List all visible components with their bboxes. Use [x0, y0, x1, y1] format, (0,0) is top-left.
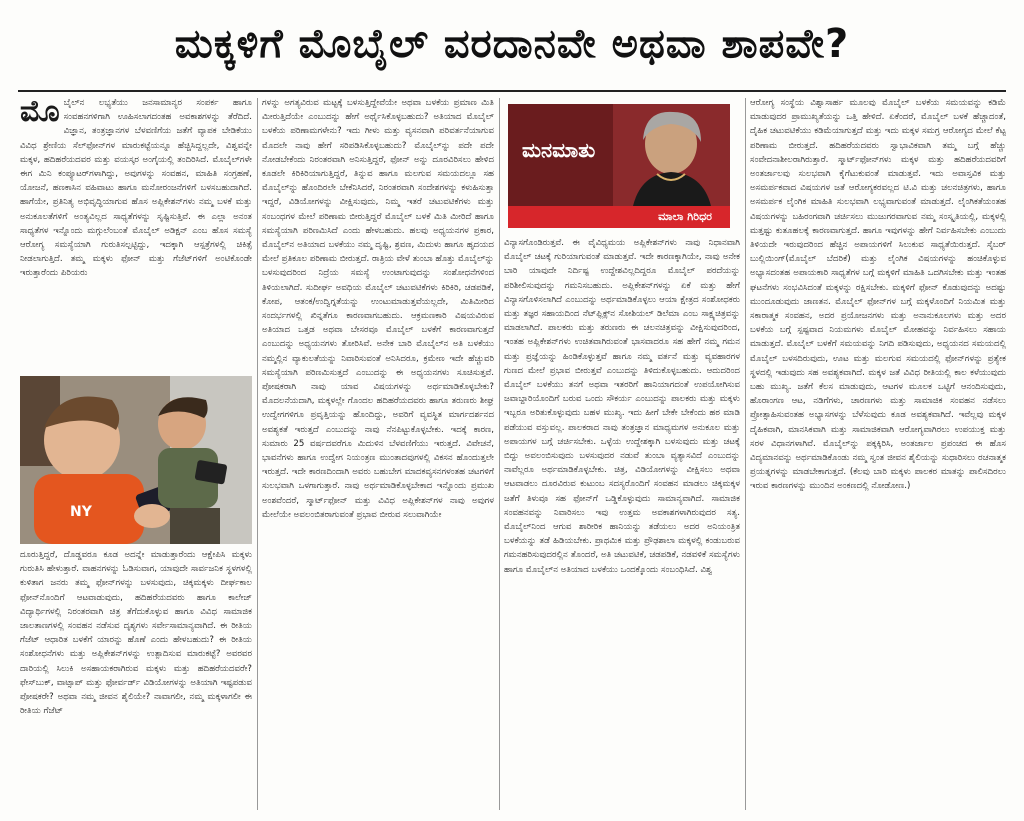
column-2 — [262, 96, 494, 808]
column-banner-label: ಮನಮಾತು — [522, 138, 596, 162]
column-3-text: ವಿನ್ಯಾಸಗೊಂಡಿರುತ್ತವೆ. ಈ ವೈವಿಧ್ಯಮಯ ಅಪ್ಲಿಕೇಶನ್‌ಗಳು ನಾವು ನಿಧಾನವಾಗಿ ಮೊಬೈಲ್ ಚಟಕ್ಕೆ ಗುರಿಯಾಗುವಂತೆ ಮಾಡುತ್ತವೆ. ಇದೇ ಕಾರಣಕ್ಕಾಗಿಯೇ, ನಾವು ಅನೇಕ ಬಾರಿ ಯಾವುದೇ ನಿರ್ದಿಷ್ಟ ಉದ್ದೇಶವಿಲ್ಲದಿದ್ದರೂ ಮೊಬೈಲ್ ಪರದೆಯನ್ನು ಪರಿಶೀಲಿಸುವುದನ್ನು ಗಮನಿಸಬಹುದು. ಅಪ್ಲಿಕೇಶನ್‌ಗಳನ್ನು ಏಕೆ ಮತ್ತು ಹೇಗೆ ವಿನ್ಯಾಸಗೊಳಿಸಲಾಗಿದೆ ಎಂಬುದನ್ನು ಅರ್ಥಮಾಡಿಕೊಳ್ಳಲು ಆಯಾ ಕ್ಷೇತ್ರದ ಸಂಶೋಧಕರು ಮತ್ತು ತಜ್ಞರ ಸಹಾಯದಿಂದ ನೆಟ್‌ಫ್ಲಿಕ್ಸ್‌ನ ಸೋಶಿಯಲ್ ಡಿಲೆಮಾ ಎಂಬ ಸಾಕ್ಷ್ಯಚಿತ್ರವನ್ನು ಮಾಡಲಾಗಿದೆ. ಪಾಲಕರು ಮತ್ತು ತರುಣರು ಈ ಚಲನಚಿತ್ರವನ್ನು ವೀಕ್ಷಿಸುವುದರಿಂದ, ಇಂತಹ ಅಪ್ಲಿಕೇಶನ್‌ಗಳು ಉಚಿತವಾಗಿರುವಂತೆ ಭಾಸವಾದರೂ ಸಹ ಹೇಗೆ ನಮ್ಮ ಗಮನ ಮತ್ತು ಪ್ರಜ್ಞೆಯನ್ನು ಹಿಂಡಿಕೊಳ್ಳುತ್ತವೆ ಹಾಗೂ ನಮ್ಮ ವರ್ತನೆ ಮತ್ತು ವ್ಯವಹಾರಗಳ ಗುಣದ ಮೇಲೆ ಪ್ರಭಾವ ಬೀರುತ್ತವೆ ಎಂಬುದನ್ನು ತಿಳಿದುಕೊಳ್ಳಬಹುದು. ಆದುದರಿಂದ ಮೊಬೈಲ್ ಬಳಕೆಯು ತನಗೆ ಅಥವಾ ಇತರರಿಗೆ ಹಾನಿಯಾಗದಂತೆ ಉಪಯೋಗಿಸುವ ಜವಾಬ್ದಾರಿಯೊಂದಿಗೆ ಬರುವ ಒಂದು ಸೌಕರ್ಯ ಎಂಬುದನ್ನು ಪಾಲಕರು ಮತ್ತು ಮಕ್ಕಳು ಇಬ್ಬರೂ ಅರಿತುಕೊಳ್ಳುವುದು ಬಹಳ ಮುಖ್ಯ. ಇದು ಹೀಗೆ ಬೇಕೇ ಬೇಕೆಂದು ಹಠ ಮಾಡಿ ಪಡೆಯುವ ವಸ್ತುವಲ್ಲ. ಪಾಲಕರಾದ ನಾವು ತಂತ್ರಜ್ಞಾನ ಮಾಧ್ಯಮಗಳ ಅನುಕೂಲ ಮತ್ತು ಅಪಾಯಗಳ ಬಗ್ಗೆ ಚರ್ಚಿಸಬೇಕು. ಒಳ್ಳೆಯ ಉದ್ದೇಶಕ್ಕಾಗಿ ಬಳಸುವುದು ಮತ್ತು ಚಟಕ್ಕೆ ಬಿದ್ದು ಅವಲಂಬಿಸುವುದು ಬಳಸುವುದರ ನಡುವೆ ತುಂಬಾ ವ್ಯತ್ಯಾಸವಿದೆ ಎಂಬುದನ್ನು ನಾವೆಲ್ಲರೂ ಅರ್ಥಮಾಡಿಕೊಳ್ಳಬೇಕು. ಚಿತ್ರ, ವಿಡಿಯೋಗಳನ್ನು ವೀಕ್ಷಿಸಲು ಅಥವಾ ಆಟವಾಡಲು ದೂರವಿರುವ ಕುಟುಂಬ ಸದಸ್ಯರೊಂದಿಗೆ ಸಂವಹನ ಮಾಡಲು ಚಿಕ್ಕಮಕ್ಕಳ ಜತೆಗೆ ತಿಳುವೂ ಸಹ ಫೋನ್‌ಗೆ ಒಡ್ಡಿಕೊಳ್ಳುವುದು ಸಾಮಾನ್ಯವಾಗಿದೆ. ಸಾಮಾಜಿಕ ಸಂವಹನವನ್ನು ನಿವಾರಿಸಲು ಇವು ಉತ್ತಮ ಅವಕಾಶಗಳಾಗಿರುವುದರ ಸತ್ಯ. ಮೊಬೈಲ್‌ನಿಂದ ಆಗುವ ಶಾರೀರಿಕ ಹಾನಿಯನ್ನು ತಡೆಯಲು ಅದರ ಅನಿಯಂತ್ರಿತ ಬಳಕೆಯನ್ನು ತಡೆ ಹಿಡಿಯಬೇಕು. ಪ್ರಾಥಮಿಕ ಮತ್ತು ಪ್ರೌಢಶಾಲಾ ಮಕ್ಕಳಲ್ಲಿ ಕಂಡುಬರುವ ಗಮನಹರಿಸುವುದರಲ್ಲಿನ ತೊಂದರೆ, ಅತಿ ಚಟುವಟಿಕೆ, ಚಡಪಡಿಕೆ, ನಡವಳಿಕೆ ಸಮಸ್ಯೆಗಳು ಹಾಗೂ ಮೊಬೈಲ್‌ನ ಅತಿಯಾದ ಬಳಕೆಯು ಒಂದಕ್ಕೊಂದು ಸಂಬಂಧಿಸಿದೆ. ವಿಶ್ವ — [504, 238, 740, 575]
drop-cap: ಮೊ — [20, 96, 60, 129]
headline: ಮಕ್ಕಳಿಗೆ ಮೊಬೈಲ್ ವರದಾನವೇ ಅಥವಾ ಶಾಪವೇ? — [174, 21, 850, 67]
column-divider — [499, 98, 500, 810]
column-banner — [508, 104, 730, 228]
headline-rule — [18, 90, 1006, 92]
column-4 — [750, 96, 1006, 808]
column-4-text: ಆರೋಗ್ಯ ಸಂಸ್ಥೆಯ ವಿಶ್ವಾಸಾರ್ಹ ಮೂಲವು ಮೊಬೈಲ್ ಬಳಕೆಯ ಸಮಯವನ್ನು ಕಡಿಮೆ ಮಾಡುವುದರ ಪ್ರಾಮುಖ್ಯತೆಯನ್ನು ಒತ್ತಿ ಹೇಳಿದೆ. ಏಕೆಂದರೆ, ಮೊಬೈಲ್ ಬಳಕೆ ಹೆಚ್ಚಾದಂತೆ, ದೈಹಿಕ ಚಟುವಟಿಕೆಯು ಕಡಿಮೆಯಾಗುತ್ತದೆ ಮತ್ತು ಇದು ಮಕ್ಕಳ ಸಮಗ್ರ ಆರೋಗ್ಯದ ಮೇಲೆ ಕೆಟ್ಟ ಪರಿಣಾಮ ಬೀರುತ್ತದೆ. ಹದಿಹರೆಯದವರು ಸ್ವಾಭಾವಿಕವಾಗಿ ತಮ್ಮ ಬಗ್ಗೆ ಹೆಚ್ಚು ಸಂವೇದನಾಶೀಲರಾಗಿರುತ್ತಾರೆ. ಸ್ಮಾರ್ಟ್‌ಫೋನ್‌ಗಳು ಮಕ್ಕಳ ಮತ್ತು ಹದಿಹರೆಯದವರಿಗೆ ಅಂತರ್ಜಾಲವು ಸುಲಭವಾಗಿ ಕೈಗೆಟುಕುವಂತೆ ಮಾಡುತ್ತವೆ. ಇದು ಅವಾಸ್ತವಿಕ ಮತ್ತು ಅಸಮರ್ಪಕವಾದ ವಿಷಯಗಳ ಜತೆ ಆರೋಗ್ಯಕರವಲ್ಲದ ಟಿ.ವಿ ಮತ್ತು ಚಲನಚಿತ್ರಗಳು, ಹಾಗೂ ಅಸಮರ್ಪಕ ಲೈಂಗಿಕ ಮಾಹಿತಿ ಸುಲಭವಾಗಿ ಲಭ್ಯವಾಗುವಂತೆ ಮಾಡುತ್ತದೆ. ಲೈಂಗಿಕತೆಯಂತಹ ವಿಷಯಗಳನ್ನು ಬಹಿರಂಗವಾಗಿ ಚರ್ಚಿಸಲು ಮುಜುಗರವಾಗುವ ನಮ್ಮ ಸಂಸ್ಕೃತಿಯಲ್ಲಿ, ಮಕ್ಕಳಲ್ಲಿ ಮತ್ತಷ್ಟು ಕುತೂಹಲಕ್ಕೆ ಕಾರಣವಾಗುತ್ತದೆ. ಹಾಗೂ ಇವುಗಳನ್ನು ಹೇಗೆ ನಿರ್ವಹಿಸಬೇಕು ಎಂಬುದು ತಿಳಿಯದೇ ಇರುವುದರಿಂದ ಹೆಚ್ಚಿನ ಅಪಾಯಗಳಿಗೆ ಸಿಲುಕುವ ಸಾಧ್ಯತೆಯಿರುತ್ತದೆ. ಸೈಬರ್ ಬುಲ್ಲಿಯಿಂಗ್(ಮೊಬೈಲ್ ಬೆದರಿಕೆ) ಮತ್ತು ಲೈಂಗಿಕ ವಿಷಯಗಳನ್ನು ಹಂಚಿಕೊಳ್ಳುವ ಅಭ್ಯಾಸದಂತಹ ಅಪಾಯಕಾರಿ ಸಾಧ್ಯತೆಗಳ ಬಗ್ಗೆ ಮಕ್ಕಳಿಗೆ ಮಾಹಿತಿ ಒದಗಿಸಬೇಕು ಮತ್ತು ಇಂತಹ ಘಟನೆಗಳು ಸಂಭವಿಸಿದಂತೆ ಮಕ್ಕಳನ್ನು ರಕ್ಷಿಸಬೇಕು. ಮಕ್ಕಳಿಗೆ ಫೋನ್ ಕೊಡುವುದನ್ನು ಅದಷ್ಟು ಮುಂದೂಡುವುದು ಜಾಣತನ. ಮೊಬೈಲ್ ಫೋನ್‌ಗಳ ಬಗ್ಗೆ ಮಕ್ಕಳೊಂದಿಗೆ ನಿಯಮಿತ ಮತ್ತು ಸಕಾರಾತ್ಮಕ ಸಂವಹನ, ಅದರ ಪ್ರಯೋಜನಗಳು ಮತ್ತು ಅನಾನುಕೂಲಗಳು ಮತ್ತು ಅದರ ಬಳಕೆಯ ಬಗ್ಗೆ ಸ್ಪಷ್ಟವಾದ ನಿಯಮಗಳು ಮೊಬೈಲ್ ಮೋಹವನ್ನು ನಿರ್ವಹಿಸಲು ಸಹಾಯ ಮಾಡುತ್ತದೆ. ಮೊಬೈಲ್ ಬಳಕೆಗೆ ಸಮಯವನ್ನು ನಿಗದಿ ಪಡಿಸುವುದು, ಅಧ್ಯಯನದ ಸಮಯದಲ್ಲಿ ಮೊಬೈಲ್ ಬಳಸದಿರುವುದು, ಊಟ ಮತ್ತು ಮಲಗುವ ಸಮಯದಲ್ಲಿ ಫೋನ್‌ಗಳನ್ನು ಪ್ರತ್ಯೇಕ ಸ್ಥಳದಲ್ಲಿ ಇಡುವುದು ಸಹ ಅವಶ್ಯಕವಾಗಿದೆ. ಮಕ್ಕಳ ಜತೆ ವಿವಿಧ ರೀತಿಯಲ್ಲಿ ಕಾಲ ಕಳೆಯುವುದು ಬಹು ಮುಖ್ಯ. ಜತೆಗೆ ಕೆಲಸ ಮಾಡುವುದು, ಆಟಗಳ ಮೂಲಕ ಒಟ್ಟಿಗೆ ಆನಂದಿಸುವುದು, ಹೊರಾಂಗಣ ಆಟ, ನಡಿಗೆಗಳು, ಚಾರಣಗಳು ಮತ್ತು ಸಾಮಾಜಿಕ ಸಂವಹನ ನಡೆಸಲು ಪ್ರೋತ್ಸಾಹಿಸುವಂತಹ ಅಭ್ಯಾಸಗಳನ್ನು ಬೆಳೆಸುವುದು ಕೂಡ ಅವಶ್ಯಕವಾಗಿದೆ. ಇವೆಲ್ಲವು ಮಕ್ಕಳ ದೈಹಿಕವಾಗಿ, ಮಾನಸಿಕವಾಗಿ ಮತ್ತು ಸಾಮಾಜಿಕವಾಗಿ ಆರೋಗ್ಯವಾಗಿರಲು ಉಪಯುಕ್ತ ಮತ್ತು ಸರಳ ವಿಧಾನಗಳಾಗಿವೆ. ಮೊಬೈಲ್‌ನ್ನು ಪಕ್ಕಕ್ಕಿರಿಸಿ, ಅಂತರ್ಜಾಲ ಪ್ರಪಂಚದ ಈ ಹೊಸ ವಿದ್ಯಮಾನವನ್ನು ಅರ್ಥಮಾಡಿಕೊಂಡು ನಮ್ಮ ಸ್ವಂತ ಜೀವನ ಶೈಲಿಯನ್ನು ಸುಧಾರಿಸಲು ರಚನಾತ್ಮಕ ಪ್ರಯತ್ನಗಳನ್ನು ಮಾಡಬೇಕಾಗುತ್ತದೆ. (ಕೆಲವು ಬಾರಿ ಮಕ್ಕಳು ಪಾಲಕರ ಮಾತನ್ನು ಪಾಲಿಸದಿರಲು ಇರುವ ಕಾರಣಗಳನ್ನು ಮುಂದಿನ ಅಂಕಣದಲ್ಲಿ ನೋಡೋಣ.) — [750, 98, 1006, 492]
column-1-bottom — [20, 548, 252, 808]
column-1-top-text: ಬೈಲ್‌ನ ಲಭ್ಯತೆಯು ಜನಸಾಮಾನ್ಯರ ಸಂಪರ್ಕ ಹಾಗೂ ಸಂವಹನಗಳಿಗಾಗಿ ಊಹಿಸಲಾಗದಂತಹ ಅವಕಾಶಗಳನ್ನು ತೆರೆದಿದೆ. ವಿಜ್ಞಾನ, ತಂತ್ರಜ್ಞಾನಗಳ ಬೆಳವಣಿಗೆಯ ಜತೆಗೆ ವ್ಯಾಪಕ ಬೇಡಿಕೆಯು ವಿವಿಧ ಶ್ರೇಣಿಯ ಸೆಲ್‌ಫೋನ್‌ಗಳ ಮಾರುಕಟ್ಟೆಯನ್ನೂ ಹೆಚ್ಚಿಸಿದ್ದಲ್ಲದೇ, ವಿಶ್ವವನ್ನೇ ಮಕ್ಕಳ, ಹದಿಹರೆಯದವರ ಮತ್ತು ವಯಸ್ಕರ ಅಂಗೈಯಲ್ಲಿ ತಂದಿರಿಸಿದೆ. ಮೊಬೈಲ್‌ಗಳೇ ಈಗ ಮಿನಿ ಕಂಪ್ಯೂಟರ್‌ಗಳಾಗಿದ್ದು, ಅವುಗಳನ್ನು ಸಂವಹನ, ಮಾಹಿತಿ ಸಂಗ್ರಹಣೆ, ಯೋಜನೆ, ಹಣಕಾಸಿನ ವಹಿವಾಟು ಹಾಗೂ ಮನೋರಂಜನೆಗಳಿಗೆ ಬಳಸಬಹುದಾಗಿದೆ. ಹಾಗೆಯೇ, ಪ್ರತಿನಿತ್ಯ ಅಭಿವೃದ್ಧಿಯಾಗುವ ಹೊಸ ಅಪ್ಲಿಕೇಶನ್‌ಗಳು ನಮ್ಮ ಬಳಕೆ ಮತ್ತು ಅನುಕೂಲತೆಗಳಿಗೆ ಅಂತ್ಯವಿಲ್ಲದ ಸಾಧ್ಯತೆಗಳನ್ನು ಸೃಷ್ಟಿಸುತ್ತಿವೆ. ಈ ಎಲ್ಲಾ ಅನಂತ ಸಾಧ್ಯತೆಗಳ ಇನ್ನೊಂದು ಮಗ್ಗುಲೆಂಬಂತೆ ಮೊಬೈಲ್ ಅಡಿಕ್ಷನ್ ಎಂಬ ಹೊಸ ಸಮಸ್ಯೆ ಆರೋಗ್ಯ ಸಮಸ್ಯೆಯಾಗಿ ಗುರುತಿಸಲ್ಪಟ್ಟಿದ್ದು, ಇದಕ್ಕಾಗಿ ಆಸ್ಪತ್ರೆಗಳಲ್ಲಿ ಚಿಕಿತ್ಸೆ ನೀಡಲಾಗುತ್ತಿದೆ. ತಮ್ಮ ಮಕ್ಕಳು ಫೋನ್ ಮತ್ತು ಗೆಜೆಟ್‌ಗಳಿಗೆ ಅಂಟಿಕೊಂಡೇ ಇರುತ್ತಾರೆಂದು ಪಿರಿಯರು — [20, 98, 252, 279]
children-with-phones-photo — [20, 376, 252, 544]
svg-text:NY: NY — [70, 504, 92, 520]
column-divider — [745, 98, 746, 810]
column-1-bottom-text: ದೂರುತ್ತಿದ್ದರೆ, ದೊಡ್ಡವರೂ ಕೂಡ ಅದನ್ನೇ ಮಾಡುತ್ತಾರೆಂದು ಆಕ್ಷೇಪಿಸಿ ಮಕ್ಕಳು ಗುರುತಿಸಿ ಹೇಳುತ್ತಾರೆ. ವಾಹನಗಳನ್ನು ಓಡಿಸುವಾಗ, ಯಾವುದೇ ಸಾರ್ವಜನಿಕ ಸ್ಥಳಗಳಲ್ಲಿ ಕುಳಿತಾಗ ಜನರು ತಮ್ಮ ಫೋನ್‌ಗಳನ್ನು ಬಳಸುವುದು, ಚಿಕ್ಕಮಕ್ಕಳು ದೀರ್ಘಕಾಲ ಫೋನ್‌ನೊಂದಿಗೆ ಆಟವಾಡುವುದು, ಹದಿಹರೆಯದವರು ಹಾಗೂ ಕಾಲೇಜ್ ವಿದ್ಯಾರ್ಥಿಗಳಲ್ಲಿ ನಿರಂತರವಾಗಿ ಚಿತ್ರ ತೆಗೆದುಕೊಳ್ಳುವ ಹಾಗೂ ವಿವಿಧ ಸಾಮಾಜಿಕ ಜಾಲತಾಣಗಳಲ್ಲಿ ಸಂವಹನ ನಡೆಸುವ ದೃಶ್ಯಗಳು ಸರ್ವೇಸಾಮಾನ್ಯವಾಗಿದೆ. ಈ ರೀತಿಯ ಗೆಜೆಟ್ ಆಧಾರಿತ ಬಳಕೆಗೆ ಯಾರನ್ನು ಹೊಣೆ ಎಂದು ಹೇಳಬಹುದು? ಈ ರೀತಿಯ ಸಂಶೋಧನೆಗಳು ಮತ್ತು ಅಪ್ಲಿಕೇಶನ್‌ಗಳನ್ನು ಉತ್ಪಾದಿಸುವ ಮಾರುಕಟ್ಟೆ? ಅವರವರ ದಾರಿಯಲ್ಲಿ ಸಿಲುಕಿ ಅಸಹಾಯಕರಾಗಿರುವ ಮಕ್ಕಳು ಮತ್ತು ಹದಿಹರೆಯದವರೇ? ಫೇಸ್‌ಬುಕ್, ವಾಟ್ಸಾಪ್ ಮತ್ತು ಫೋರ್ವರ್ಡ್ ವಿಡಿಯೋಗಳನ್ನು ಅತಿಯಾಗಿ ಇಷ್ಟಪಡುವ ಪೋಷಕರೇ? ಅಥವಾ ನಮ್ಮ ಜೀವನ ಶೈಲಿಯೇ? ನಾವಾಗಲೀ, ನಮ್ಮ ಮಕ್ಕಳಾಗಲೀ ಈ ರೀತಿಯ ಗೆಜೆಟ್ — [20, 550, 252, 717]
photo-illustration — [20, 376, 252, 544]
column-1-top — [20, 96, 252, 368]
column-2-text: ಗಳನ್ನು ಅಗತ್ಯವಿರುವ ಮಟ್ಟಕ್ಕೆ ಬಳಸುತ್ತಿದ್ದೇವೆಯೇ ಅಥವಾ ಬಳಕೆಯ ಪ್ರಮಾಣ ಮಿತಿ ಮೀರುತ್ತಿದೆಯೇ ಎಂಬುದನ್ನು ಹೇಗೆ ಅರ್ಥೈಸಿಕೊಳ್ಳಬಹುದು? ಅತಿಯಾದ ಮೊಬೈಲ್ ಬಳಕೆಯ ಪರಿಣಾಮಗಳೇನು? ಇದು ಗೀಳು ಮತ್ತು ವ್ಯಸನವಾಗಿ ಪರಿವರ್ತನೆಯಾಗುವ ಮೊದಲೇ ನಾವು ಹೇಗೆ ಸರಿಪಡಿಸಿಕೊಳ್ಳಬಹುದು? ಮೊಬೈಲ್‌ನ್ನು ಪದೇ ಪದೇ ನೋಡಬೇಕೆಂದು ನಿರಂತರವಾಗಿ ಅನಿಸುತ್ತಿದ್ದರೆ, ಫೋನ್ ಅನ್ನು ದೂರವಿರಿಸಲು ಹೇಳಿದ ಕೂಡಲೇ ಕಿರಿಕಿರಿಯಾಗುತ್ತಿದ್ದರೆ, ತಿನ್ನುವ ಹಾಗೂ ಮಲಗುವ ಸಮಯದಲ್ಲೂ ಸಹ ಮೊಬೈಲ್‌ನ್ನು ಹೊಂದಿರಲೇ ಬೇಕೆನಿಸಿದರೆ, ನಿರಂತರವಾಗಿ ಸಂದೇಶಗಳನ್ನು ಕಳುಹಿಸುತ್ತಾ ಇದ್ದರೆ, ವಿಡಿಯೋಗಳನ್ನು ವೀಕ್ಷಿಸುವುದು, ನಿಮ್ಮ ಇತರೆ ಚಟುವಟಿಕೆಗಳು ಮತ್ತು ಸಂಬಂಧಗಳ ಮೇಲೆ ಪರಿಣಾಮ ಬೀರುತ್ತಿದ್ದರೆ ಮೊಬೈಲ್ ಬಳಕೆ ಮಿತಿ ಮೀರಿದೆ ಹಾಗೂ ಸಮಸ್ಯೆಯಾಗಿ ಪರಿಣಮಿಸಿದೆ ಎಂದು ಹೇಳಬಹುದು. ಹಲವು ಅಧ್ಯಯನಗಳ ಪ್ರಕಾರ, ಮೊಬೈಲ್‌ನ ಅತಿಯಾದ ಬಳಕೆಯು ನಮ್ಮ ದೃಷ್ಟಿ, ಶ್ರವಣ, ಮಿದುಳು ಹಾಗೂ ಹೃದಯದ ಮೇಲೆ ಪ್ರತಿಕೂಲ ಪರಿಣಾಮ ಬೀರುತ್ತದೆ. ರಾತ್ರಿಯ ವೇಳೆ ತುಂಬಾ ಹೊತ್ತು ಮೊಬೈಲ್‌ನ್ನು ಬಳಸುವುದರಿಂದ ನಿದ್ರೆಯ ಸಮಸ್ಯೆ ಉಂಟಾಗುವುದನ್ನು ಸಂಶೋಧನೆಗಳಿಂದ ತಿಳಿಯಲಾಗಿದೆ. ಸುದೀರ್ಘ ಅವಧಿಯ ಮೊಬೈಲ್ ಚಟುವಟಿಕೆಗಳು ಕಿರಿಕಿರಿ, ಚಡಪಡಿಕೆ, ಕೋಪ, ಆತಂಕ/ಉದ್ವಿಗ್ನತೆಯನ್ನು ಉಂಟುಮಾಡುತ್ತವೆಯಲ್ಲದೇ, ಮಿತಿಮೀರಿದ ಸಂದರ್ಭಗಳಲ್ಲಿ ಖಿನ್ನತೆಗೂ ಕಾರಣವಾಗಬಹುದು. ಆಕ್ರಮಣಕಾರಿ ವಿಷಯವಿರುವ ಅತಿಯಾದ ಒತ್ತಡ ಅಥವಾ ಬೇಸರವೂ ಮೊಬೈಲ್ ಬಳಕೆಗೆ ಕಾರಣವಾಗುತ್ತದೆ ಎಂಬುದನ್ನು ಅಧ್ಯಯನಗಳು ತೋರಿಸಿವೆ. ಅನೇಕ ಬಾರಿ ಮೊಬೈಲ್‌ನ ಅತಿ ಬಳಕೆಯು ನಮ್ಮಲ್ಲಿನ ವ್ಯಾಕುಲತೆಯನ್ನು ನಿವಾರಿಸುವಂತೆ ಅನಿಸಿದರೂ, ಕ್ರಮೇಣ ಇದೇ ಹೆಚ್ಚುವರಿ ಸಮಸ್ಯೆಯಾಗಿ ಪರಿಣಮಿಸುತ್ತದೆ ಎಂಬುದನ್ನು ಈ ಅಧ್ಯಯನಗಳು ಸೂಚಿಸುತ್ತವೆ. ಪೋಷಕರಾಗಿ ನಾವು ಯಾವ ವಿಷಯಗಳನ್ನು ಅರ್ಥಮಾಡಿಕೊಳ್ಳಬೇಕು?ಮೊದಲನೆಯದಾಗಿ, ಮಕ್ಕಳಲ್ಲೇ ಗೊಂದಲ ಹದಿಹರೆಯದವರು ಹಾಗೂ ತರುಣರು ಶೀಘ್ರ ಉದ್ವೇಗಗಳಿಗೂ ಪ್ರವೃತ್ತಿಯನ್ನು ಹೊಂದಿದ್ದು, ಅವರಿಗೆ ವ್ಯವಸ್ಥಿತ ಮಾರ್ಗದರ್ಶನದ ಅವಶ್ಯಕತೆ ಇರುತ್ತದೆ ಎಂಬುದನ್ನು ನಾವು ನೆನಪಿಟ್ಟುಕೊಳ್ಳಬೇಕು. ಇದಕ್ಕೆ ಕಾರಣ, ಸುಮಾರು 25 ವರ್ಷದವರೆಗೂ ಮಿದುಳಿನ ಬೆಳವಣಿಗೆಯು ಇರುತ್ತದೆ. ವಿವೇಚನೆ, ಭಾವನೆಗಳು ಹಾಗೂ ಉದ್ವೇಗ ನಿಯಂತ್ರಣ ಮುಂತಾದವುಗಳಲ್ಲಿ ವಿಕಸನ ಹೊಂದುತ್ತಲೇ ಇರುತ್ತದೆ. ಇದೇ ಕಾರಣದಿಂದಾಗಿ ಅವರು ಬಹುಬೇಗ ಮಾದಕವ್ಯಸನಗಳಂತಹ ಚಟಗಳಿಗೆ ಸುಲಭವಾಗಿ ಒಳಗಾಗುತ್ತಾರೆ. ನಾವು ಅರ್ಥಮಾಡಿಕೊಳ್ಳಬೇಕಾದ ಇನ್ನೊಂದು ಪ್ರಮುಖ ಅಂಶವೆಂದರೆ, ಸ್ಮಾರ್ಟ್‌ಫೋನ್ ಮತ್ತು ವಿವಿಧ ಅಪ್ಲಿಕೇಶನ್‌ಗಳ ನಾವು ಅವುಗಳ ಮೇಲೆಯೇ ಅವಲಂಬಿತರಾಗುವಂತೆ ಪ್ರಭಾವ ಬೀರುವ ಸಲುವಾಗಿಯೇ — [262, 98, 494, 520]
column-divider — [257, 98, 258, 810]
author-name: ಮಾಲಾ ಗಿರಿಧರ — [658, 210, 712, 223]
author-portrait — [613, 104, 730, 206]
column-3 — [504, 236, 740, 808]
